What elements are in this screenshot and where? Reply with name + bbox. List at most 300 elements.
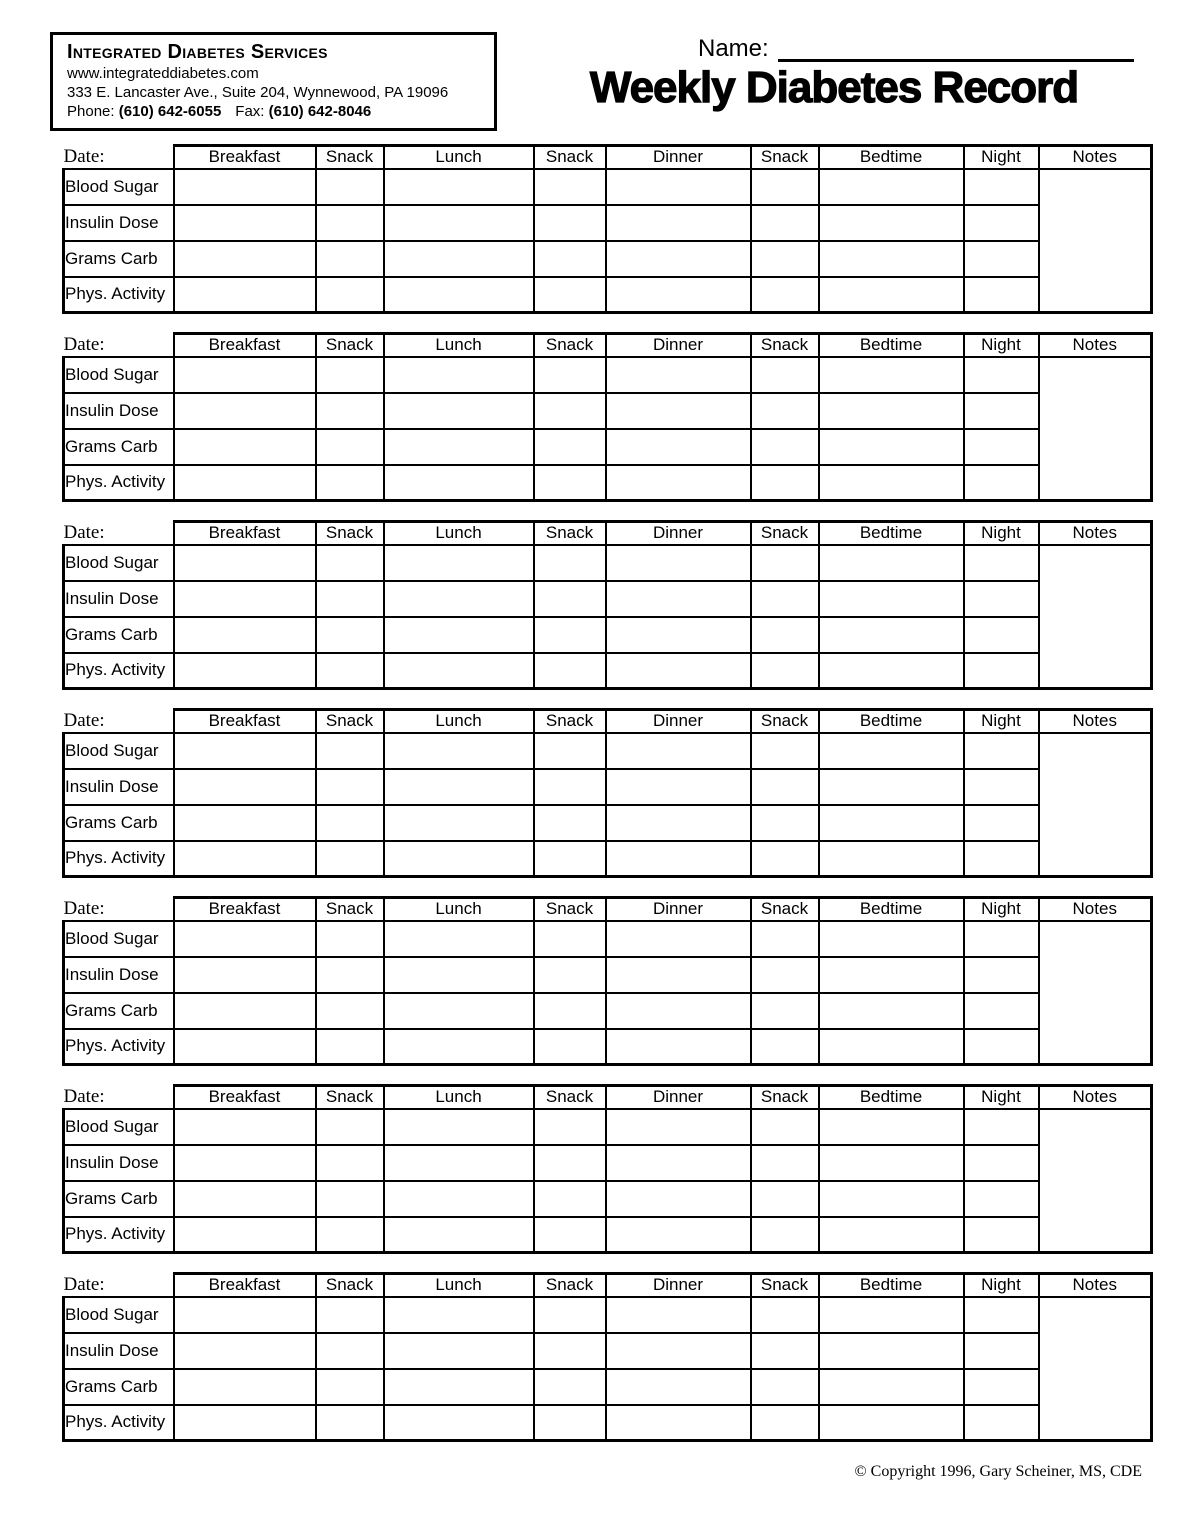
entry-cell[interactable] bbox=[819, 1029, 964, 1065]
row-label-phys-activity: Phys. Activity bbox=[64, 465, 174, 501]
column-header-snack-am: Snack bbox=[316, 1274, 384, 1297]
entry-cell[interactable] bbox=[819, 733, 964, 769]
entry-cell[interactable] bbox=[534, 205, 606, 241]
entry-cell[interactable] bbox=[751, 429, 819, 465]
entry-cell[interactable] bbox=[606, 1333, 751, 1369]
entry-cell[interactable] bbox=[534, 921, 606, 957]
entry-cell[interactable] bbox=[751, 1369, 819, 1405]
entry-cell[interactable] bbox=[751, 921, 819, 957]
entry-cell[interactable] bbox=[606, 993, 751, 1029]
entry-cell[interactable] bbox=[964, 393, 1039, 429]
notes-entry-cell[interactable] bbox=[1039, 1297, 1152, 1441]
entry-cell[interactable] bbox=[384, 841, 534, 877]
row-label-blood-sugar: Blood Sugar bbox=[64, 545, 174, 581]
entry-cell[interactable] bbox=[174, 465, 316, 501]
entry-cell[interactable] bbox=[316, 1217, 384, 1253]
entry-cell[interactable] bbox=[819, 1217, 964, 1253]
column-header-bedtime: Bedtime bbox=[819, 898, 964, 921]
entry-cell[interactable] bbox=[316, 733, 384, 769]
notes-entry-cell[interactable] bbox=[1039, 357, 1152, 501]
entry-cell[interactable] bbox=[819, 1181, 964, 1217]
entry-cell[interactable] bbox=[384, 733, 534, 769]
row-label-insulin-dose: Insulin Dose bbox=[64, 769, 174, 805]
entry-cell[interactable] bbox=[316, 957, 384, 993]
entry-cell[interactable] bbox=[384, 805, 534, 841]
entry-cell[interactable] bbox=[606, 921, 751, 957]
entry-cell[interactable] bbox=[534, 277, 606, 313]
entry-cell[interactable] bbox=[174, 1029, 316, 1065]
entry-cell[interactable] bbox=[534, 169, 606, 205]
entry-cell[interactable] bbox=[174, 429, 316, 465]
blood-sugar-row bbox=[64, 1109, 1152, 1145]
week-record-table bbox=[62, 332, 1153, 502]
entry-cell[interactable] bbox=[534, 993, 606, 1029]
entry-cell[interactable] bbox=[819, 841, 964, 877]
entry-cell[interactable] bbox=[964, 545, 1039, 581]
entry-cell[interactable] bbox=[964, 1109, 1039, 1145]
entry-cell[interactable] bbox=[174, 1369, 316, 1405]
row-label-grams-carb: Grams Carb bbox=[64, 241, 174, 277]
entry-cell[interactable] bbox=[964, 841, 1039, 877]
column-header-night: Night bbox=[964, 898, 1039, 921]
column-header-snack-am: Snack bbox=[316, 146, 384, 169]
entry-cell[interactable] bbox=[316, 429, 384, 465]
entry-cell[interactable] bbox=[384, 545, 534, 581]
entry-cell[interactable] bbox=[174, 957, 316, 993]
column-header-snack-am: Snack bbox=[316, 334, 384, 357]
entry-cell[interactable] bbox=[819, 1145, 964, 1181]
entry-cell[interactable] bbox=[606, 769, 751, 805]
column-header-night: Night bbox=[964, 334, 1039, 357]
entry-cell[interactable] bbox=[606, 1369, 751, 1405]
row-label-blood-sugar: Blood Sugar bbox=[64, 733, 174, 769]
column-header-breakfast: Breakfast bbox=[174, 146, 316, 169]
insulin-dose-row bbox=[64, 1333, 1152, 1369]
entry-cell[interactable] bbox=[384, 921, 534, 957]
column-header-night: Night bbox=[964, 1274, 1039, 1297]
blood-sugar-row bbox=[64, 1297, 1152, 1333]
entry-cell[interactable] bbox=[819, 805, 964, 841]
column-header-bedtime: Bedtime bbox=[819, 522, 964, 545]
entry-cell[interactable] bbox=[384, 357, 534, 393]
entry-cell[interactable] bbox=[534, 241, 606, 277]
entry-cell[interactable] bbox=[384, 429, 534, 465]
entry-cell[interactable] bbox=[174, 1297, 316, 1333]
entry-cell[interactable] bbox=[751, 169, 819, 205]
entry-cell[interactable] bbox=[316, 393, 384, 429]
column-header-notes: Notes bbox=[1039, 710, 1152, 733]
entry-cell[interactable] bbox=[316, 1405, 384, 1441]
entry-cell[interactable] bbox=[819, 617, 964, 653]
entry-cell[interactable] bbox=[174, 241, 316, 277]
entry-cell[interactable] bbox=[751, 957, 819, 993]
column-header-lunch: Lunch bbox=[384, 334, 534, 357]
entry-cell[interactable] bbox=[534, 769, 606, 805]
entry-cell[interactable] bbox=[819, 1333, 964, 1369]
entry-cell[interactable] bbox=[174, 1217, 316, 1253]
entry-cell[interactable] bbox=[384, 1333, 534, 1369]
entry-cell[interactable] bbox=[964, 805, 1039, 841]
entry-cell[interactable] bbox=[316, 841, 384, 877]
entry-cell[interactable] bbox=[316, 545, 384, 581]
entry-cell[interactable] bbox=[964, 581, 1039, 617]
entry-cell[interactable] bbox=[316, 805, 384, 841]
entry-cell[interactable] bbox=[819, 169, 964, 205]
entry-cell[interactable] bbox=[534, 1109, 606, 1145]
entry-cell[interactable] bbox=[964, 169, 1039, 205]
column-header-bedtime: Bedtime bbox=[819, 1086, 964, 1109]
column-header-notes: Notes bbox=[1039, 1274, 1152, 1297]
entry-cell[interactable] bbox=[534, 357, 606, 393]
entry-cell[interactable] bbox=[751, 1297, 819, 1333]
entry-cell[interactable] bbox=[751, 1145, 819, 1181]
entry-cell[interactable] bbox=[606, 277, 751, 313]
entry-cell[interactable] bbox=[606, 205, 751, 241]
entry-cell[interactable] bbox=[174, 1333, 316, 1369]
header-row bbox=[64, 1086, 1152, 1109]
column-header-bedtime: Bedtime bbox=[819, 710, 964, 733]
entry-cell[interactable] bbox=[316, 241, 384, 277]
entry-cell[interactable] bbox=[534, 581, 606, 617]
entry-cell[interactable] bbox=[606, 841, 751, 877]
column-header-snack-pm: Snack bbox=[534, 334, 606, 357]
entry-cell[interactable] bbox=[534, 1333, 606, 1369]
entry-cell[interactable] bbox=[316, 1145, 384, 1181]
row-label-phys-activity: Phys. Activity bbox=[64, 841, 174, 877]
entry-cell[interactable] bbox=[316, 617, 384, 653]
entry-cell[interactable] bbox=[174, 393, 316, 429]
entry-cell[interactable] bbox=[606, 1297, 751, 1333]
column-header-breakfast: Breakfast bbox=[174, 522, 316, 545]
entry-cell[interactable] bbox=[964, 465, 1039, 501]
entry-cell[interactable] bbox=[174, 841, 316, 877]
entry-cell[interactable] bbox=[316, 465, 384, 501]
entry-cell[interactable] bbox=[751, 805, 819, 841]
row-label-insulin-dose: Insulin Dose bbox=[64, 205, 174, 241]
blood-sugar-row bbox=[64, 169, 1152, 205]
entry-cell[interactable] bbox=[384, 1297, 534, 1333]
entry-cell[interactable] bbox=[606, 241, 751, 277]
phys-activity-row bbox=[64, 465, 1152, 501]
entry-cell[interactable] bbox=[174, 1109, 316, 1145]
entry-cell[interactable] bbox=[316, 581, 384, 617]
name-blank-line[interactable] bbox=[778, 34, 1134, 62]
entry-cell[interactable] bbox=[819, 241, 964, 277]
week-record-table bbox=[62, 520, 1153, 690]
entry-cell[interactable] bbox=[384, 241, 534, 277]
entry-cell[interactable] bbox=[819, 921, 964, 957]
entry-cell[interactable] bbox=[534, 957, 606, 993]
entry-cell[interactable] bbox=[534, 1369, 606, 1405]
entry-cell[interactable] bbox=[384, 1369, 534, 1405]
column-header-lunch: Lunch bbox=[384, 146, 534, 169]
notes-entry-cell[interactable] bbox=[1039, 545, 1152, 689]
entry-cell[interactable] bbox=[534, 733, 606, 769]
entry-cell[interactable] bbox=[751, 545, 819, 581]
entry-cell[interactable] bbox=[174, 169, 316, 205]
column-header-lunch: Lunch bbox=[384, 710, 534, 733]
entry-cell[interactable] bbox=[964, 617, 1039, 653]
header-row bbox=[64, 1274, 1152, 1297]
org-website: www.integrateddiabetes.com bbox=[67, 65, 259, 82]
entry-cell[interactable] bbox=[606, 393, 751, 429]
entry-cell[interactable] bbox=[751, 393, 819, 429]
entry-cell[interactable] bbox=[534, 1217, 606, 1253]
blood-sugar-row bbox=[64, 921, 1152, 957]
notes-entry-cell[interactable] bbox=[1039, 1109, 1152, 1253]
entry-cell[interactable] bbox=[751, 241, 819, 277]
entry-cell[interactable] bbox=[384, 769, 534, 805]
entry-cell[interactable] bbox=[606, 1405, 751, 1441]
entry-cell[interactable] bbox=[316, 205, 384, 241]
entry-cell[interactable] bbox=[316, 1369, 384, 1405]
name-row bbox=[698, 34, 1134, 62]
entry-cell[interactable] bbox=[606, 653, 751, 689]
entry-cell[interactable] bbox=[964, 205, 1039, 241]
entry-cell[interactable] bbox=[606, 617, 751, 653]
entry-cell[interactable] bbox=[316, 653, 384, 689]
entry-cell[interactable] bbox=[964, 1405, 1039, 1441]
column-header-notes: Notes bbox=[1039, 334, 1152, 357]
entry-cell[interactable] bbox=[819, 1109, 964, 1145]
column-header-notes: Notes bbox=[1039, 898, 1152, 921]
row-label-blood-sugar: Blood Sugar bbox=[64, 921, 174, 957]
entry-cell[interactable] bbox=[819, 993, 964, 1029]
entry-cell[interactable] bbox=[751, 769, 819, 805]
entry-cell[interactable] bbox=[819, 1369, 964, 1405]
insulin-dose-row bbox=[64, 957, 1152, 993]
entry-cell[interactable] bbox=[606, 357, 751, 393]
entry-cell[interactable] bbox=[534, 545, 606, 581]
entry-cell[interactable] bbox=[751, 1405, 819, 1441]
entry-cell[interactable] bbox=[384, 1217, 534, 1253]
entry-cell[interactable] bbox=[819, 581, 964, 617]
entry-cell[interactable] bbox=[964, 1029, 1039, 1065]
entry-cell[interactable] bbox=[534, 653, 606, 689]
column-header-dinner: Dinner bbox=[606, 334, 751, 357]
entry-cell[interactable] bbox=[819, 1405, 964, 1441]
row-label-phys-activity: Phys. Activity bbox=[64, 277, 174, 313]
entry-cell[interactable] bbox=[606, 733, 751, 769]
entry-cell[interactable] bbox=[534, 1297, 606, 1333]
entry-cell[interactable] bbox=[384, 465, 534, 501]
column-header-notes: Notes bbox=[1039, 146, 1152, 169]
row-label-insulin-dose: Insulin Dose bbox=[64, 1333, 174, 1369]
entry-cell[interactable] bbox=[606, 429, 751, 465]
entry-cell[interactable] bbox=[751, 1333, 819, 1369]
entry-cell[interactable] bbox=[384, 581, 534, 617]
entry-cell[interactable] bbox=[384, 653, 534, 689]
entry-cell[interactable] bbox=[534, 429, 606, 465]
column-header-notes: Notes bbox=[1039, 522, 1152, 545]
entry-cell[interactable] bbox=[751, 993, 819, 1029]
row-label-blood-sugar: Blood Sugar bbox=[64, 169, 174, 205]
column-header-snack-eve: Snack bbox=[751, 146, 819, 169]
entry-cell[interactable] bbox=[316, 993, 384, 1029]
entry-cell[interactable] bbox=[751, 277, 819, 313]
entry-cell[interactable] bbox=[174, 617, 316, 653]
entry-cell[interactable] bbox=[534, 1181, 606, 1217]
row-label-grams-carb: Grams Carb bbox=[64, 805, 174, 841]
entry-cell[interactable] bbox=[316, 1109, 384, 1145]
entry-cell[interactable] bbox=[964, 1333, 1039, 1369]
column-header-bedtime: Bedtime bbox=[819, 146, 964, 169]
entry-cell[interactable] bbox=[384, 393, 534, 429]
entry-cell[interactable] bbox=[964, 653, 1039, 689]
entry-cell[interactable] bbox=[606, 581, 751, 617]
grams-carb-row bbox=[64, 429, 1152, 465]
row-label-phys-activity: Phys. Activity bbox=[64, 653, 174, 689]
entry-cell[interactable] bbox=[819, 1297, 964, 1333]
entry-cell[interactable] bbox=[964, 241, 1039, 277]
entry-cell[interactable] bbox=[751, 205, 819, 241]
date-label: Date: bbox=[63, 1085, 105, 1107]
entry-cell[interactable] bbox=[819, 465, 964, 501]
entry-cell[interactable] bbox=[316, 769, 384, 805]
entry-cell[interactable] bbox=[606, 1029, 751, 1065]
entry-cell[interactable] bbox=[384, 1109, 534, 1145]
entry-cell[interactable] bbox=[964, 1369, 1039, 1405]
entry-cell[interactable] bbox=[174, 1405, 316, 1441]
entry-cell[interactable] bbox=[606, 1145, 751, 1181]
entry-cell[interactable] bbox=[174, 993, 316, 1029]
entry-cell[interactable] bbox=[606, 1217, 751, 1253]
entry-cell[interactable] bbox=[964, 1217, 1039, 1253]
entry-cell[interactable] bbox=[751, 581, 819, 617]
entry-cell[interactable] bbox=[384, 957, 534, 993]
entry-cell[interactable] bbox=[819, 205, 964, 241]
entry-cell[interactable] bbox=[964, 993, 1039, 1029]
entry-cell[interactable] bbox=[534, 805, 606, 841]
entry-cell[interactable] bbox=[316, 1181, 384, 1217]
entry-cell[interactable] bbox=[384, 1029, 534, 1065]
column-header-snack-pm: Snack bbox=[534, 1086, 606, 1109]
entry-cell[interactable] bbox=[751, 617, 819, 653]
entry-cell[interactable] bbox=[534, 1145, 606, 1181]
entry-cell[interactable] bbox=[174, 653, 316, 689]
entry-cell[interactable] bbox=[534, 465, 606, 501]
row-label-blood-sugar: Blood Sugar bbox=[64, 1297, 174, 1333]
entry-cell[interactable] bbox=[964, 1145, 1039, 1181]
entry-cell[interactable] bbox=[534, 617, 606, 653]
entry-cell[interactable] bbox=[316, 169, 384, 205]
entry-cell[interactable] bbox=[534, 393, 606, 429]
entry-cell[interactable] bbox=[174, 1145, 316, 1181]
entry-cell[interactable] bbox=[174, 545, 316, 581]
entry-cell[interactable] bbox=[174, 733, 316, 769]
entry-cell[interactable] bbox=[751, 841, 819, 877]
entry-cell[interactable] bbox=[819, 653, 964, 689]
entry-cell[interactable] bbox=[819, 429, 964, 465]
entry-cell[interactable] bbox=[964, 921, 1039, 957]
entry-cell[interactable] bbox=[606, 545, 751, 581]
entry-cell[interactable] bbox=[384, 617, 534, 653]
entry-cell[interactable] bbox=[751, 1109, 819, 1145]
entry-cell[interactable] bbox=[819, 957, 964, 993]
entry-cell[interactable] bbox=[606, 169, 751, 205]
entry-cell[interactable] bbox=[819, 545, 964, 581]
row-label-grams-carb: Grams Carb bbox=[64, 1181, 174, 1217]
entry-cell[interactable] bbox=[606, 805, 751, 841]
entry-cell[interactable] bbox=[316, 357, 384, 393]
entry-cell[interactable] bbox=[316, 1029, 384, 1065]
entry-cell[interactable] bbox=[751, 357, 819, 393]
entry-cell[interactable] bbox=[751, 653, 819, 689]
entry-cell[interactable] bbox=[384, 205, 534, 241]
entry-cell[interactable] bbox=[174, 581, 316, 617]
entry-cell[interactable] bbox=[174, 277, 316, 313]
entry-cell[interactable] bbox=[384, 1181, 534, 1217]
entry-cell[interactable] bbox=[534, 841, 606, 877]
entry-cell[interactable] bbox=[534, 1029, 606, 1065]
entry-cell[interactable] bbox=[751, 1217, 819, 1253]
entry-cell[interactable] bbox=[174, 921, 316, 957]
entry-cell[interactable] bbox=[174, 805, 316, 841]
column-header-snack-pm: Snack bbox=[534, 522, 606, 545]
entry-cell[interactable] bbox=[606, 1109, 751, 1145]
grams-carb-row bbox=[64, 617, 1152, 653]
entry-cell[interactable] bbox=[964, 1181, 1039, 1217]
entry-cell[interactable] bbox=[964, 733, 1039, 769]
week-record-table bbox=[62, 1084, 1153, 1254]
notes-entry-cell[interactable] bbox=[1039, 169, 1152, 313]
entry-cell[interactable] bbox=[751, 1181, 819, 1217]
column-header-breakfast: Breakfast bbox=[174, 334, 316, 357]
entry-cell[interactable] bbox=[384, 277, 534, 313]
entry-cell[interactable] bbox=[384, 1145, 534, 1181]
notes-entry-cell[interactable] bbox=[1039, 921, 1152, 1065]
entry-cell[interactable] bbox=[819, 769, 964, 805]
entry-cell[interactable] bbox=[964, 429, 1039, 465]
entry-cell[interactable] bbox=[819, 393, 964, 429]
entry-cell[interactable] bbox=[174, 357, 316, 393]
column-header-snack-am: Snack bbox=[316, 522, 384, 545]
entry-cell[interactable] bbox=[316, 921, 384, 957]
entry-cell[interactable] bbox=[751, 1029, 819, 1065]
org-name: Integrated Diabetes Services bbox=[67, 41, 328, 63]
notes-entry-cell[interactable] bbox=[1039, 733, 1152, 877]
date-label: Date: bbox=[63, 521, 105, 543]
entry-cell[interactable] bbox=[174, 1181, 316, 1217]
insulin-dose-row bbox=[64, 1145, 1152, 1181]
column-header-snack-pm: Snack bbox=[534, 1274, 606, 1297]
entry-cell[interactable] bbox=[606, 957, 751, 993]
entry-cell[interactable] bbox=[174, 769, 316, 805]
entry-cell[interactable] bbox=[384, 169, 534, 205]
entry-cell[interactable] bbox=[964, 277, 1039, 313]
entry-cell[interactable] bbox=[174, 205, 316, 241]
entry-cell[interactable] bbox=[964, 957, 1039, 993]
entry-cell[interactable] bbox=[316, 1297, 384, 1333]
entry-cell[interactable] bbox=[819, 357, 964, 393]
entry-cell[interactable] bbox=[964, 357, 1039, 393]
entry-cell[interactable] bbox=[384, 1405, 534, 1441]
header-row bbox=[64, 146, 1152, 169]
entry-cell[interactable] bbox=[606, 1181, 751, 1217]
entry-cell[interactable] bbox=[316, 1333, 384, 1369]
entry-cell[interactable] bbox=[964, 1297, 1039, 1333]
entry-cell[interactable] bbox=[819, 277, 964, 313]
entry-cell[interactable] bbox=[751, 733, 819, 769]
grams-carb-row bbox=[64, 241, 1152, 277]
entry-cell[interactable] bbox=[316, 277, 384, 313]
entry-cell[interactable] bbox=[751, 465, 819, 501]
entry-cell[interactable] bbox=[606, 465, 751, 501]
week-record-table bbox=[62, 896, 1153, 1066]
entry-cell[interactable] bbox=[964, 769, 1039, 805]
entry-cell[interactable] bbox=[384, 993, 534, 1029]
entry-cell[interactable] bbox=[534, 1405, 606, 1441]
